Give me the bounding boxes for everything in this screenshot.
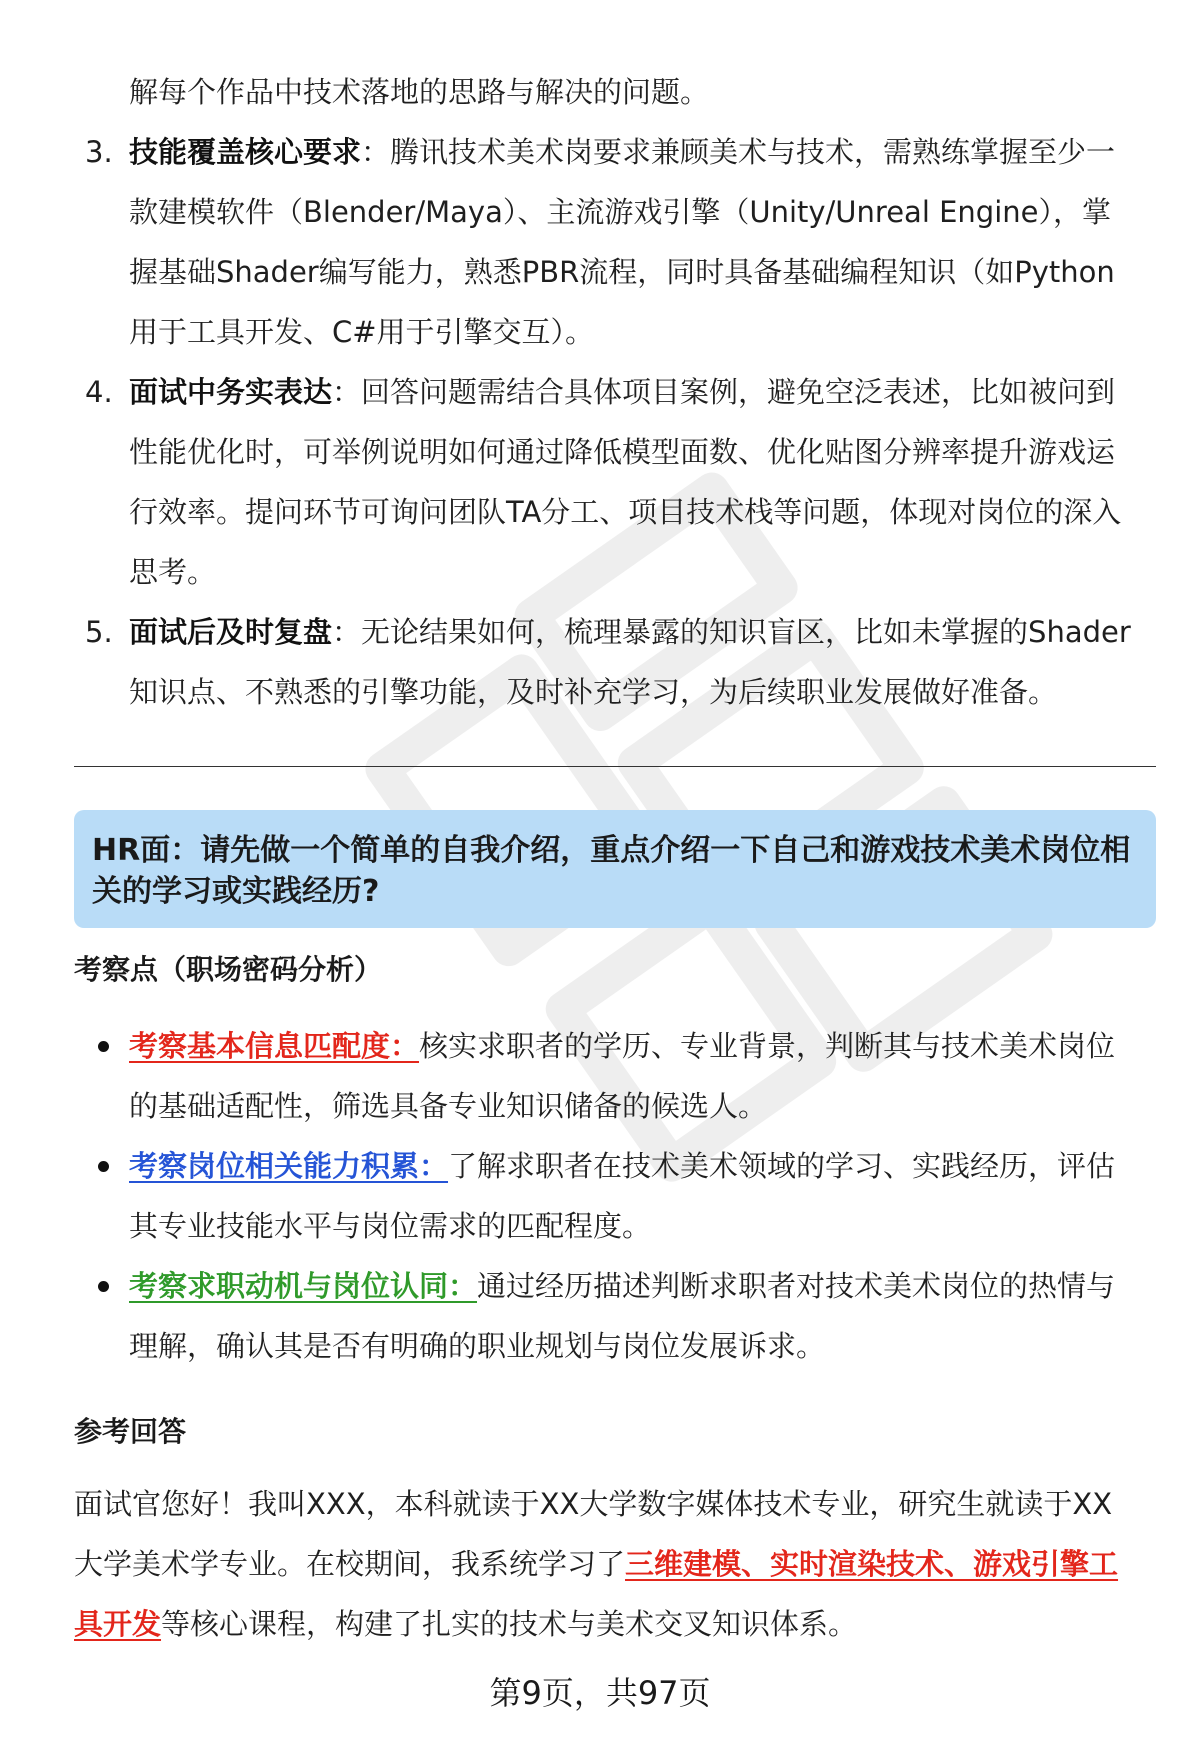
item-separator: ： bbox=[361, 135, 391, 169]
item-separator: ： bbox=[332, 615, 362, 649]
exam-points-title: 考察点（职场密码分析） bbox=[74, 953, 383, 986]
answer-line: 面试官您好！我叫XXX，本科就读于XX大学数字媒体技术专业，研究生就读于XX bbox=[74, 1487, 1113, 1521]
item-title: 面试后及时复盘 bbox=[129, 615, 333, 649]
item-text-line: 用于工具开发、C#用于引擎交互）。 bbox=[129, 315, 595, 349]
item-text-line: 腾讯技术美术岗要求兼顾美术与技术，需熟练掌握至少一 bbox=[390, 135, 1116, 169]
item-text-line: 回答问题需结合具体项目案例，避免空泛表述，比如被问到 bbox=[361, 375, 1116, 409]
section-divider bbox=[74, 766, 1156, 767]
exam-point-text: 理解，确认其是否有明确的职业规划与岗位发展诉求。 bbox=[129, 1329, 826, 1363]
list-item bbox=[74, 602, 1164, 722]
exam-point-item bbox=[74, 1016, 1164, 1136]
exam-point-text: 了解求职者在技术美术领域的学习、实践经历，评估 bbox=[448, 1149, 1116, 1183]
exam-point-text: 核实求职者的学历、专业背景，判断其与技术美术岗位 bbox=[419, 1029, 1116, 1063]
reference-answer bbox=[74, 1474, 1164, 1654]
exam-point-item bbox=[74, 1256, 1164, 1376]
item-number: 3. bbox=[85, 135, 113, 169]
exam-point-label: 考察基本信息匹配度： bbox=[129, 1029, 420, 1063]
item-text-line: 性能优化时，可举例说明如何通过降低模型面数、优化贴图分辨率提升游戏运 bbox=[129, 435, 1116, 469]
bullet-dot bbox=[98, 1281, 109, 1292]
exam-point-text: 通过经历描述判断求职者对技术美术岗位的热情与 bbox=[477, 1269, 1116, 1303]
hr-question-box bbox=[74, 810, 1156, 928]
exam-point-label: 考察求职动机与岗位认同： bbox=[129, 1269, 478, 1303]
bullet-dot bbox=[98, 1041, 109, 1052]
answer-line: 大学美术学专业。在校期间，我系统学习了 bbox=[74, 1547, 626, 1581]
page-number: 第9页，共97页 bbox=[489, 1674, 711, 1712]
hr-question-line: 关的学习或实践经历? bbox=[92, 874, 380, 909]
list-item bbox=[74, 122, 1164, 362]
item-title: 面试中务实表达 bbox=[129, 375, 333, 409]
item-text-line: 款建模软件（Blender/Maya）、主流游戏引擎（Unity/Unreal Engine），掌 bbox=[129, 195, 1111, 229]
exam-points-list bbox=[74, 1016, 1164, 1376]
bullet-dot bbox=[98, 1161, 109, 1172]
exam-point-item bbox=[74, 1136, 1164, 1256]
answer-highlight: 具开发 bbox=[74, 1607, 162, 1641]
exam-point-text: 其专业技能水平与岗位需求的匹配程度。 bbox=[129, 1209, 652, 1243]
hr-question-line: HR面：请先做一个简单的自我介绍，重点介绍一下自己和游戏技术美术岗位相 bbox=[92, 833, 1131, 868]
item-text-line: 无论结果如何，梳理暴露的知识盲区，比如未掌握的Shader bbox=[361, 615, 1131, 649]
exam-point-label: 考察岗位相关能力积累： bbox=[129, 1149, 449, 1183]
continuation-text: 解每个作品中技术落地的思路与解决的问题。 bbox=[129, 75, 710, 109]
item-text-line: 知识点、不熟悉的引擎功能，及时补充学习，为后续职业发展做好准备。 bbox=[129, 675, 1058, 709]
list-item bbox=[74, 362, 1164, 602]
answer-title: 参考回答 bbox=[74, 1415, 187, 1448]
item-separator: ： bbox=[332, 375, 362, 409]
item-title: 技能覆盖核心要求 bbox=[129, 135, 362, 169]
item-number: 4. bbox=[85, 375, 113, 409]
exam-point-text: 的基础适配性，筛选具备专业知识储备的候选人。 bbox=[129, 1089, 768, 1123]
numbered-list bbox=[74, 122, 1164, 722]
item-text-line: 握基础Shader编写能力，熟悉PBR流程，同时具备基础编程知识（如Python bbox=[129, 255, 1115, 289]
answer-highlight: 三维建模、实时渲染技术、游戏引擎工 bbox=[625, 1547, 1119, 1581]
answer-line: 等核心课程，构建了扎实的技术与美术交叉知识体系。 bbox=[161, 1607, 858, 1641]
item-number: 5. bbox=[85, 615, 113, 649]
item-text-line: 行效率。提问环节可询问团队TA分工、项目技术栈等问题，体现对岗位的深入 bbox=[129, 495, 1122, 529]
item-text-line: 思考。 bbox=[129, 555, 217, 589]
